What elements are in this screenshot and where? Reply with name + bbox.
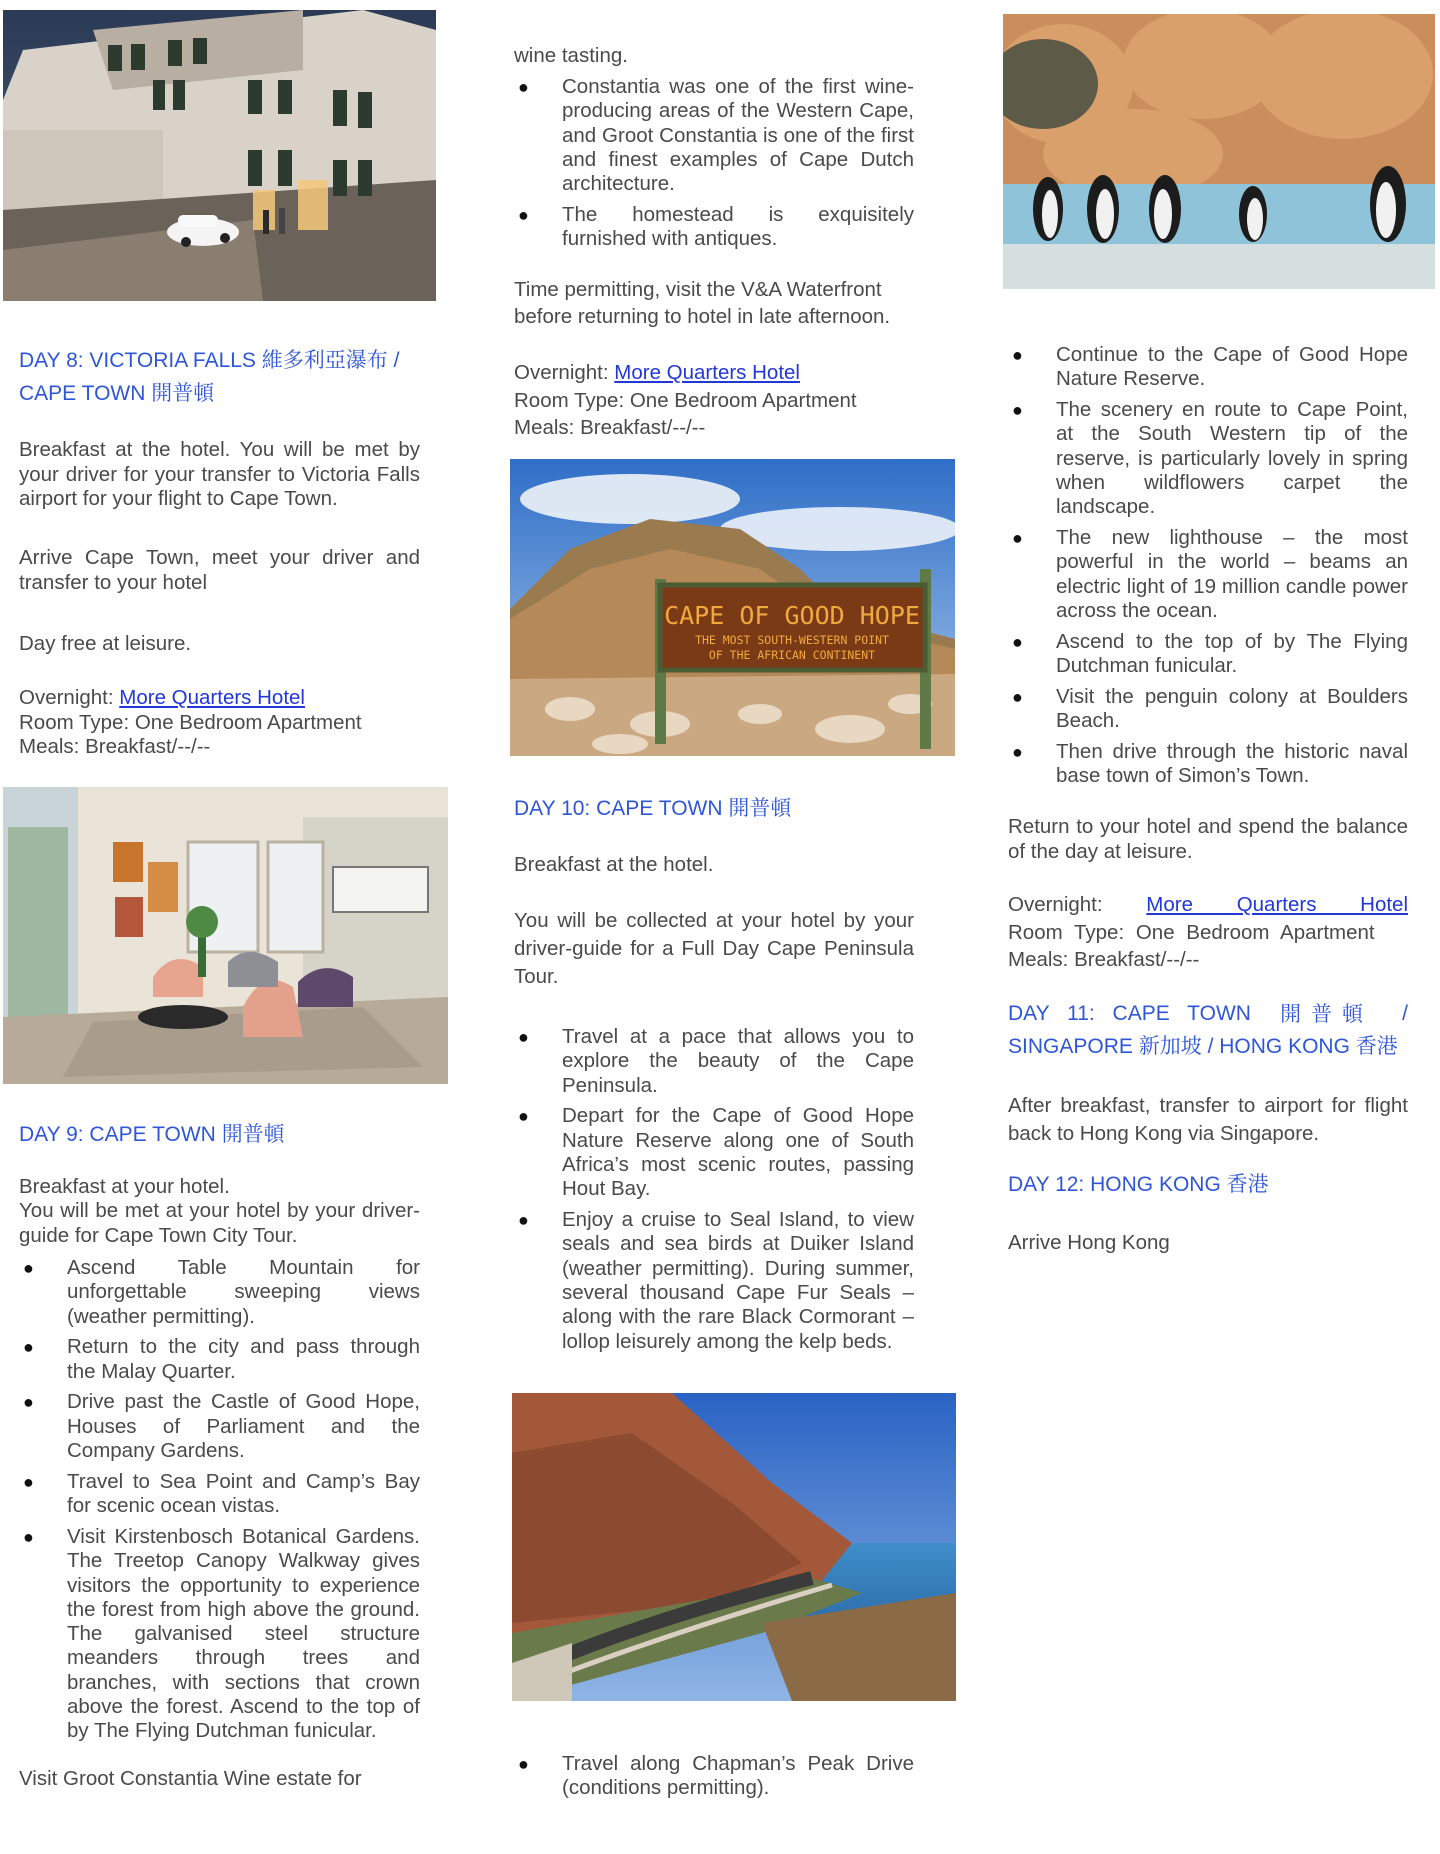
hotel-exterior-photo	[3, 10, 436, 301]
meals: Meals: Breakfast/--/--	[514, 416, 706, 439]
day10-bullet-list	[514, 1025, 914, 1360]
chapmans-peak-photo	[512, 1393, 956, 1701]
overnight-label: Overnight:	[514, 361, 615, 384]
day8-paragraph-3: Day free at leisure.	[19, 632, 192, 655]
bullet-icon: ●	[1012, 400, 1023, 421]
day9-heading: DAY 9: CAPE TOWN 開普頓	[19, 1122, 285, 1146]
day10-heading: DAY 10: CAPE TOWN 開普頓	[514, 796, 792, 820]
day9-intro	[19, 1175, 420, 1248]
day11-heading: DAY 11: CAPE TOWN 開普頓 / SINGAPORE 新加坡 / HONG KONG 香港	[1008, 1002, 1408, 1058]
bullet-icon: ●	[23, 1337, 34, 1358]
day10-hotel-link[interactable]: More Quarters Hotel	[1146, 893, 1408, 916]
hotel-lounge-photo	[3, 787, 448, 1084]
list-item: ● Visit Kirstenbosch Botanical Gardens. The Treetop Canopy Walkway gives visitors the opportunity to experience the forest from high above the ground. The galvanised steel structure meanders through trees and branches, with sections that crown above the forest. Ascend to the top of by The Flying Dutchman funicular.	[23, 1524, 420, 1743]
list-item: ● Constantia was one of the first wine-producing areas of the Western Cape, and Groot Constantia is one of the first and finest examples of Cape Dutch architecture.	[518, 75, 914, 196]
bullet-icon: ●	[518, 1027, 529, 1047]
day8-heading: DAY 8: VICTORIA FALLS 維多利亞瀑布 / CAPE TOWN 開普頓	[19, 348, 400, 405]
bullet-icon: ●	[518, 77, 529, 97]
day9-paragraph-4: Time permitting, visit the V&A Waterfront before returning to hotel in late afternoon.	[514, 278, 891, 328]
day9-bullet-list	[19, 1256, 420, 1750]
bullet-icon: ●	[1012, 741, 1023, 762]
list-item: ● Visit the penguin colony at Boulders Beach.	[1012, 684, 1408, 733]
day8-accommodation	[19, 686, 420, 760]
day10-paragraph-1: Breakfast at the hotel.	[514, 853, 714, 876]
bullet-icon: ●	[23, 1526, 34, 1547]
cape-of-good-hope-sign-photo	[510, 459, 955, 756]
meals: Meals: Breakfast/--/--	[19, 735, 211, 758]
boulders-beach-penguins-photo	[1003, 14, 1435, 289]
day8-paragraph-1: Breakfast at the hotel. You will be met by your driver for your transfer to Victoria Falls airport for your flight to Cape Town.	[19, 438, 420, 510]
bullet-icon: ●	[518, 1106, 529, 1127]
bullet-icon: ●	[518, 204, 529, 225]
list-item: ● Travel to Sea Point and Camp’s Bay for scenic ocean vistas.	[23, 1469, 420, 1518]
list-item: ● Continue to the Cape of Good Hope Nature Reserve.	[1012, 343, 1408, 391]
bullet-icon: ●	[1012, 686, 1023, 707]
bullet-icon: ●	[518, 1754, 529, 1774]
list-item: ● Travel along Chapman’s Peak Drive (conditions permitting).	[518, 1752, 914, 1800]
list-item: ● Then drive through the historic naval base town of Simon’s Town.	[1012, 739, 1408, 788]
list-item: ● The new lighthouse – the most powerful in the world – beams an electric light of 19 million candle power across the ocean.	[1012, 526, 1408, 622]
day9-accommodation	[514, 359, 934, 442]
overnight-label: Overnight:	[19, 686, 120, 709]
day10-paragraph-2: You will be collected at your hotel by your driver-guide for a Full Day Cape Peninsula Tour.	[514, 909, 914, 988]
list-item: ● Ascend to the top of by The Flying Dutchman funicular.	[1012, 629, 1408, 678]
day10-accommodation	[1008, 891, 1408, 974]
room-type: Room Type: One Bedroom Apartment	[19, 710, 362, 734]
list-item: ● Drive past the Castle of Good Hope, Houses of Parliament and the Company Gardens.	[23, 1390, 420, 1463]
day9-paragraph-3-continued: wine tasting.	[514, 44, 628, 67]
day10-paragraph-3: Return to your hotel and spend the balance of the day at leisure.	[1008, 815, 1408, 863]
day9-paragraph-1: Breakfast at your hotel.	[19, 1175, 230, 1198]
sign-line-3: OF THE AFRICAN CONTINENT	[708, 648, 876, 662]
sign-title: CAPE OF GOOD HOPE	[664, 601, 920, 630]
meals: Meals: Breakfast/--/--	[1008, 948, 1200, 971]
bullet-icon: ●	[518, 1210, 529, 1231]
day9-hotel-link[interactable]: More Quarters Hotel	[614, 361, 800, 384]
bullet-icon: ●	[1012, 528, 1023, 549]
bullet-icon: ●	[23, 1471, 34, 1492]
day8-hotel-link[interactable]: More Quarters Hotel	[119, 686, 305, 709]
room-type: Room Type: One Bedroom Apartment	[1008, 920, 1375, 944]
list-item: ● Travel at a pace that allows you to explore the beauty of the Cape Peninsula.	[518, 1025, 914, 1097]
sign-line-2: THE MOST SOUTH-WESTERN POINT	[695, 633, 889, 647]
day9-paragraph-2: You will be met at your hotel by your driver-guide for Cape Town City Tour.	[19, 1199, 420, 1247]
room-type: Room Type: One Bedroom Apartment	[514, 388, 857, 412]
list-item: ● Return to the city and pass through the Malay Quarter.	[23, 1335, 420, 1383]
bullet-icon: ●	[1012, 631, 1023, 652]
day8-paragraph-2: Arrive Cape Town, meet your driver and transfer to your hotel	[19, 546, 420, 594]
bullet-icon: ●	[23, 1258, 34, 1278]
bullet-icon: ●	[1012, 345, 1023, 365]
list-item: ● The scenery en route to Cape Point, at the South Western tip of the reserve, is particularly lovely in spring when wildflowers carpet the landscape.	[1012, 398, 1408, 519]
overnight-label: Overnight:	[1008, 893, 1103, 916]
list-item: ● Ascend Table Mountain for unforgettable sweeping views (weather permitting).	[23, 1256, 420, 1328]
day11-paragraph-1: After breakfast, transfer to airport for flight back to Hong Kong via Singapore.	[1008, 1094, 1408, 1145]
list-item: ● Depart for the Cape of Good Hope Nature Reserve along one of South Africa’s most scenic routes, passing Hout Bay.	[518, 1104, 914, 1201]
list-item: ● Enjoy a cruise to Seal Island, to view seals and sea birds at Duiker Island (weather permitting). During summer, several thousand Cape Fur Seals – along with the rare Black Cormorant – lollop leisurely among the kelp beds.	[518, 1208, 914, 1353]
day9-constantia-list	[514, 75, 914, 258]
list-item: ● The homestead is exquisitely furnished with antiques.	[518, 202, 914, 251]
bullet-icon: ●	[23, 1392, 34, 1413]
day9-paragraph-3: Visit Groot Constantia Wine estate for	[19, 1767, 362, 1790]
day10-col3-bullet-list	[1008, 343, 1408, 795]
day12-heading: DAY 12: HONG KONG 香港	[1008, 1172, 1269, 1196]
day10-chapman-list	[514, 1752, 914, 1807]
day12-paragraph-1: Arrive Hong Kong	[1008, 1231, 1170, 1254]
